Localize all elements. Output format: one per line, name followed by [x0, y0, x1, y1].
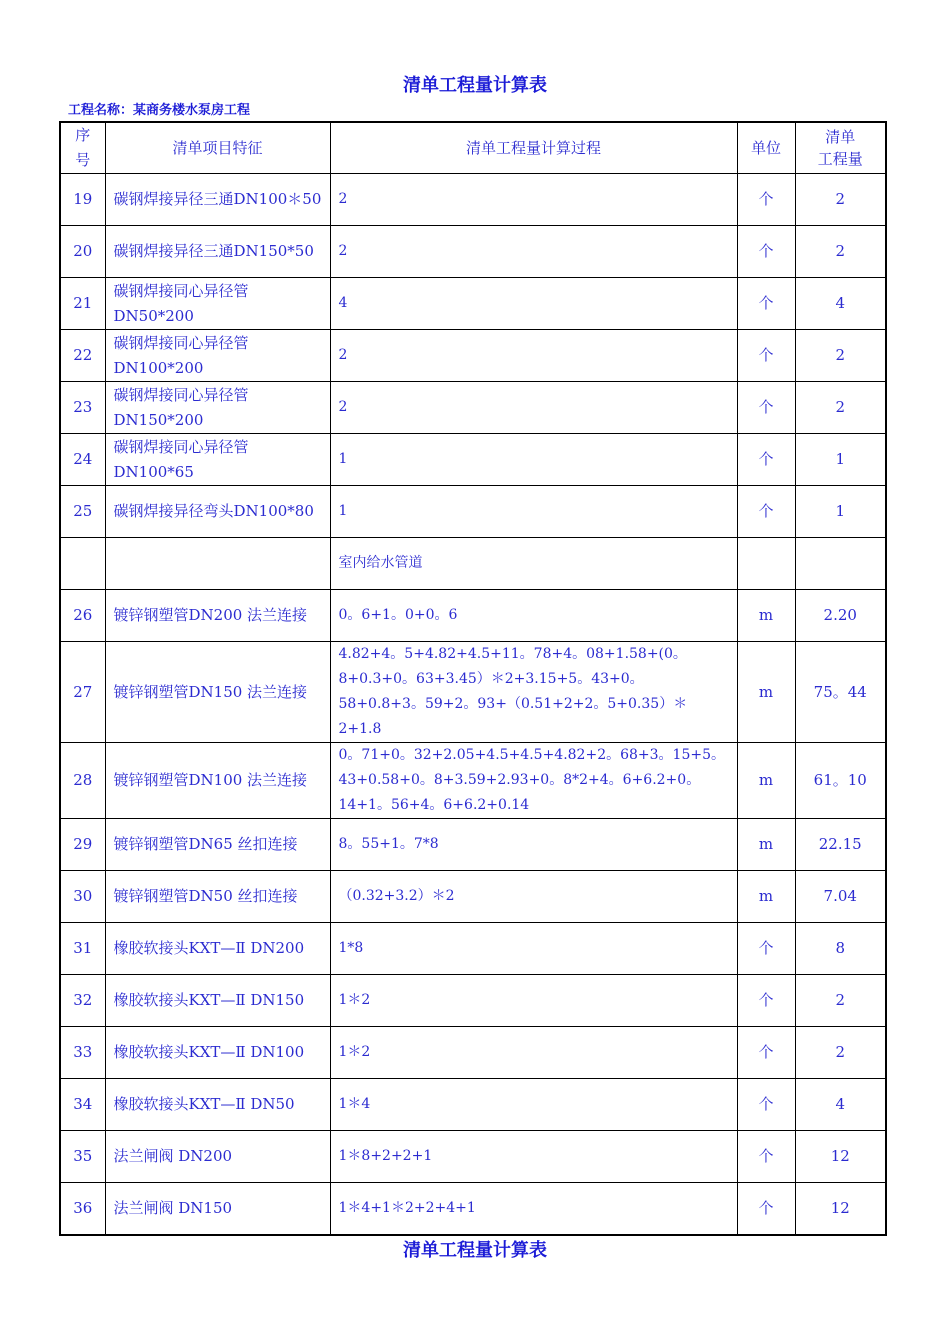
row-no: 29 [60, 819, 105, 871]
row-item: 碳钢焊接异径弯头DN100*80 [105, 486, 330, 538]
row-item: 碳钢焊接同心异径管DN50*200 [105, 278, 330, 330]
row-unit: 个 [737, 486, 795, 538]
row-calc: 1＊4 [330, 1079, 737, 1131]
row-no: 25 [60, 486, 105, 538]
row-unit: 个 [737, 975, 795, 1027]
table-row [60, 871, 886, 923]
row-unit: 个 [737, 1131, 795, 1183]
header-no: 序号 [60, 122, 105, 174]
row-unit: 个 [737, 923, 795, 975]
row-qty: 7.04 [795, 871, 886, 923]
row-unit: m [737, 871, 795, 923]
quantity-table [59, 121, 887, 1236]
row-no: 22 [60, 330, 105, 382]
row-qty: 12 [795, 1183, 886, 1235]
row-qty: 22.15 [795, 819, 886, 871]
row-no: 33 [60, 1027, 105, 1079]
table-row [60, 642, 886, 743]
row-qty: 61。10 [795, 743, 886, 819]
table-row [60, 486, 886, 538]
row-unit: 个 [737, 278, 795, 330]
row-unit: 个 [737, 434, 795, 486]
table-header-row [60, 122, 886, 174]
row-item: 橡胶软接头KXT—Ⅱ DN50 [105, 1079, 330, 1131]
row-item: 镀锌钢塑管DN65 丝扣连接 [105, 819, 330, 871]
table-row [60, 434, 886, 486]
table-row [60, 538, 886, 590]
row-no: 20 [60, 226, 105, 278]
row-item: 碳钢焊接异径三通DN100＊50 [105, 174, 330, 226]
row-calc: 2 [330, 174, 737, 226]
row-calc: 1 [330, 434, 737, 486]
row-unit: m [737, 743, 795, 819]
row-no: 21 [60, 278, 105, 330]
table-row [60, 174, 886, 226]
table-row [60, 226, 886, 278]
row-qty: 12 [795, 1131, 886, 1183]
table-row [60, 382, 886, 434]
row-calc: 4.82+4。5+4.82+4.5+11。78+4。08+1.58+(0。8+0.3+0。63+3.45）＊2+3.15+5。43+0。58+0.8+3。59+2。93+（0.51+2+2。5+0.35）＊2+1.8 [330, 642, 737, 743]
row-unit: 个 [737, 1183, 795, 1235]
row-calc: 1＊2 [330, 1027, 737, 1079]
row-calc: 8。55+1。7*8 [330, 819, 737, 871]
row-calc: 1＊2 [330, 975, 737, 1027]
table-row [60, 923, 886, 975]
row-item: 碳钢焊接同心异径管DN100*65 [105, 434, 330, 486]
row-qty: 2 [795, 174, 886, 226]
table-row [60, 1027, 886, 1079]
table-body [60, 174, 886, 1235]
row-calc: 0。71+0。32+2.05+4.5+4.5+4.82+2。68+3。15+5。43+0.58+0。8+3.59+2.93+0。8*2+4。6+6.2+0。14+1。56+4。6+6.2+0.14 [330, 743, 737, 819]
row-qty: 1 [795, 486, 886, 538]
row-calc: 1＊4+1＊2+2+4+1 [330, 1183, 737, 1235]
table-row [60, 590, 886, 642]
row-unit: m [737, 642, 795, 743]
row-no: 27 [60, 642, 105, 743]
row-calc: 0。6+1。0+0。6 [330, 590, 737, 642]
row-unit [737, 538, 795, 590]
row-calc: 1＊8+2+2+1 [330, 1131, 737, 1183]
table-row [60, 819, 886, 871]
row-qty: 8 [795, 923, 886, 975]
row-unit: 个 [737, 382, 795, 434]
row-qty: 1 [795, 434, 886, 486]
row-calc: 1 [330, 486, 737, 538]
footer-title: 清单工程量计算表 [403, 1240, 547, 1261]
table-row [60, 1131, 886, 1183]
row-no: 19 [60, 174, 105, 226]
row-qty: 2 [795, 226, 886, 278]
header-unit: 单位 [737, 122, 795, 174]
row-item: 镀锌钢塑管DN150 法兰连接 [105, 642, 330, 743]
table-row [60, 975, 886, 1027]
table-row [60, 330, 886, 382]
header-calc: 清单工程量计算过程 [330, 122, 737, 174]
row-unit: 个 [737, 1027, 795, 1079]
row-no: 35 [60, 1131, 105, 1183]
row-calc: 4 [330, 278, 737, 330]
row-item: 法兰闸阀 DN150 [105, 1183, 330, 1235]
row-calc: （0.32+3.2）＊2 [330, 871, 737, 923]
row-item: 碳钢焊接同心异径管DN100*200 [105, 330, 330, 382]
row-item: 碳钢焊接同心异径管DN150*200 [105, 382, 330, 434]
row-no: 26 [60, 590, 105, 642]
row-item: 橡胶软接头KXT—Ⅱ DN100 [105, 1027, 330, 1079]
row-item: 法兰闸阀 DN200 [105, 1131, 330, 1183]
row-unit: m [737, 819, 795, 871]
row-qty: 75。44 [795, 642, 886, 743]
row-item: 镀锌钢塑管DN200 法兰连接 [105, 590, 330, 642]
row-calc: 2 [330, 330, 737, 382]
row-qty: 2.20 [795, 590, 886, 642]
row-qty: 2 [795, 382, 886, 434]
row-no: 30 [60, 871, 105, 923]
row-qty: 4 [795, 278, 886, 330]
row-qty: 4 [795, 1079, 886, 1131]
row-item: 橡胶软接头KXT—Ⅱ DN200 [105, 923, 330, 975]
header-qty: 清单 工程量 [795, 122, 886, 174]
row-calc: 2 [330, 226, 737, 278]
row-unit: 个 [737, 174, 795, 226]
row-no: 31 [60, 923, 105, 975]
row-item: 镀锌钢塑管DN100 法兰连接 [105, 743, 330, 819]
table-row [60, 1183, 886, 1235]
row-no: 23 [60, 382, 105, 434]
row-unit: 个 [737, 330, 795, 382]
row-no: 28 [60, 743, 105, 819]
row-calc: 2 [330, 382, 737, 434]
row-item: 橡胶软接头KXT—Ⅱ DN150 [105, 975, 330, 1027]
row-item [105, 538, 330, 590]
row-no [60, 538, 105, 590]
row-no: 36 [60, 1183, 105, 1235]
row-unit: 个 [737, 1079, 795, 1131]
row-qty [795, 538, 886, 590]
row-qty: 2 [795, 1027, 886, 1079]
table-row [60, 743, 886, 819]
project-name: 工程名称：某商务楼水泵房工程 [68, 103, 251, 118]
row-qty: 2 [795, 975, 886, 1027]
table-row [60, 278, 886, 330]
row-no: 34 [60, 1079, 105, 1131]
row-unit: m [737, 590, 795, 642]
row-item: 碳钢焊接异径三通DN150*50 [105, 226, 330, 278]
page-title: 清单工程量计算表 [403, 75, 547, 96]
row-calc: 室内给水管道 [330, 538, 737, 590]
row-item: 镀锌钢塑管DN50 丝扣连接 [105, 871, 330, 923]
table-row [60, 1079, 886, 1131]
row-qty: 2 [795, 330, 886, 382]
row-unit: 个 [737, 226, 795, 278]
row-no: 24 [60, 434, 105, 486]
row-no: 32 [60, 975, 105, 1027]
row-calc: 1*8 [330, 923, 737, 975]
header-item: 清单项目特征 [105, 122, 330, 174]
